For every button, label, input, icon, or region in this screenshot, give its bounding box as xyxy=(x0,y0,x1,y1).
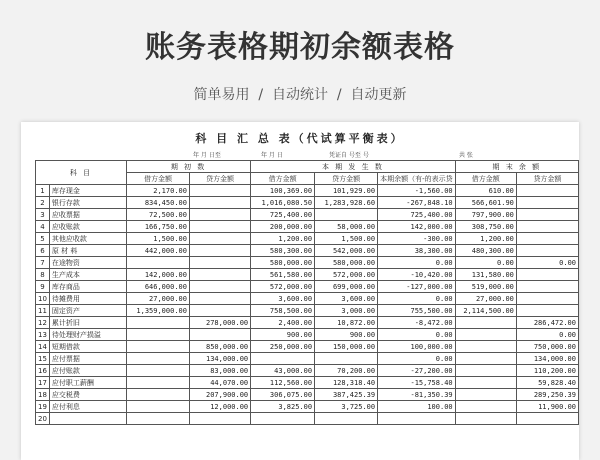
table-row xyxy=(36,389,579,401)
table-row xyxy=(36,413,579,425)
header-current: 本 期 发 生 数 xyxy=(251,161,455,173)
row-number: 18 xyxy=(36,389,50,401)
closing-debit: 480,300.00 xyxy=(455,245,516,257)
current-balance: -10,420.00 xyxy=(378,269,456,281)
opening-debit: 646,000.00 xyxy=(126,281,189,293)
current-debit: 758,500.00 xyxy=(251,305,315,317)
current-balance: 0.00 xyxy=(378,329,456,341)
current-balance: 755,500.00 xyxy=(378,305,456,317)
row-number: 9 xyxy=(36,281,50,293)
subject-name: 固定资产 xyxy=(49,305,126,317)
closing-debit xyxy=(455,353,516,365)
row-number: 2 xyxy=(36,197,50,209)
closing-credit: 0.00 xyxy=(516,257,578,269)
current-credit: 58,000.00 xyxy=(315,221,378,233)
closing-credit xyxy=(516,221,578,233)
current-debit: 580,000.00 xyxy=(251,257,315,269)
current-credit: 542,000.00 xyxy=(315,245,378,257)
closing-debit xyxy=(455,401,516,413)
current-balance xyxy=(378,413,456,425)
opening-credit: 83,000.00 xyxy=(189,365,250,377)
opening-credit: 44,070.00 xyxy=(189,377,250,389)
current-credit: 3,725.00 xyxy=(315,401,378,413)
meta-date-end: 年 月 日 xyxy=(261,152,283,159)
opening-credit xyxy=(189,269,250,281)
table-row xyxy=(36,185,579,197)
opening-credit: 134,000.00 xyxy=(189,353,250,365)
subject-name: 应付票据 xyxy=(49,353,126,365)
opening-credit xyxy=(189,209,250,221)
current-credit xyxy=(315,353,378,365)
current-balance: -1,560.00 xyxy=(378,185,456,197)
table-row xyxy=(36,257,579,269)
closing-credit: 750,000.00 xyxy=(516,341,578,353)
subject-name xyxy=(49,413,126,425)
opening-debit xyxy=(126,413,189,425)
table-row xyxy=(36,377,579,389)
opening-credit xyxy=(189,293,250,305)
current-balance: -8,472.00 xyxy=(378,317,456,329)
closing-credit xyxy=(516,233,578,245)
table-row xyxy=(36,341,579,353)
opening-debit xyxy=(126,257,189,269)
banner-subtitle: 简单易用 / 自动统计 / 自动更新 xyxy=(193,87,407,103)
document-sheet xyxy=(21,122,579,460)
closing-credit xyxy=(516,413,578,425)
header-closing: 期 末 余 额 xyxy=(455,161,578,173)
row-number: 11 xyxy=(36,305,50,317)
header-current-debit: 借方金额 xyxy=(251,173,315,185)
closing-debit: 27,000.00 xyxy=(455,293,516,305)
current-balance: -127,000.00 xyxy=(378,281,456,293)
subject-name: 原 材 料 xyxy=(49,245,126,257)
current-balance: 100,000.00 xyxy=(378,341,456,353)
current-credit: 1,500.00 xyxy=(315,233,378,245)
opening-debit xyxy=(126,401,189,413)
table-row xyxy=(36,269,579,281)
row-number: 4 xyxy=(36,221,50,233)
closing-credit xyxy=(516,185,578,197)
current-debit: 3,825.00 xyxy=(251,401,315,413)
row-number: 10 xyxy=(36,293,50,305)
closing-debit: 519,000.00 xyxy=(455,281,516,293)
closing-debit: 610.00 xyxy=(455,185,516,197)
current-balance: 100.00 xyxy=(378,401,456,413)
subject-name: 生产成本 xyxy=(49,269,126,281)
subject-name: 短期借款 xyxy=(49,341,126,353)
current-balance: 0.00 xyxy=(378,293,456,305)
row-number: 15 xyxy=(36,353,50,365)
opening-debit: 166,750.00 xyxy=(126,221,189,233)
table-row xyxy=(36,221,579,233)
opening-debit xyxy=(126,329,189,341)
opening-credit xyxy=(189,185,250,197)
current-balance: 142,000.00 xyxy=(378,221,456,233)
row-number: 8 xyxy=(36,269,50,281)
banner-title: 账务表格期初余额表格 xyxy=(145,30,455,65)
opening-debit xyxy=(126,317,189,329)
closing-credit: 134,000.00 xyxy=(516,353,578,365)
current-debit: 2,400.00 xyxy=(251,317,315,329)
opening-debit: 72,500.00 xyxy=(126,209,189,221)
row-number: 19 xyxy=(36,401,50,413)
meta-date-start: 年 月 日至 xyxy=(193,152,221,159)
current-debit: 1,016,080.50 xyxy=(251,197,315,209)
opening-debit: 442,000.00 xyxy=(126,245,189,257)
subject-name: 应付职工薪酬 xyxy=(49,377,126,389)
header-current-balance: 本期余额（有-的表示贷 xyxy=(378,173,456,185)
opening-debit: 1,359,000.00 xyxy=(126,305,189,317)
table-row xyxy=(36,305,579,317)
closing-debit: 308,750.00 xyxy=(455,221,516,233)
current-balance: -27,200.00 xyxy=(378,365,456,377)
current-debit: 250,000.00 xyxy=(251,341,315,353)
closing-credit xyxy=(516,269,578,281)
current-debit: 100,369.00 xyxy=(251,185,315,197)
closing-debit: 131,580.00 xyxy=(455,269,516,281)
subject-name: 累计折旧 xyxy=(49,317,126,329)
current-balance: -267,848.10 xyxy=(378,197,456,209)
opening-credit xyxy=(189,197,250,209)
table-row xyxy=(36,245,579,257)
current-credit: 387,425.39 xyxy=(315,389,378,401)
closing-debit xyxy=(455,317,516,329)
current-credit: 3,600.00 xyxy=(315,293,378,305)
opening-credit: 12,000.00 xyxy=(189,401,250,413)
header-closing-credit: 贷方金额 xyxy=(516,173,578,185)
opening-credit: 850,000.00 xyxy=(189,341,250,353)
opening-credit: 207,900.00 xyxy=(189,389,250,401)
current-debit: 1,200.00 xyxy=(251,233,315,245)
opening-debit: 142,000.00 xyxy=(126,269,189,281)
closing-credit xyxy=(516,293,578,305)
ledger-body xyxy=(36,185,579,425)
closing-debit xyxy=(455,329,516,341)
current-debit: 43,000.00 xyxy=(251,365,315,377)
subject-name: 应付账款 xyxy=(49,365,126,377)
row-number: 1 xyxy=(36,185,50,197)
table-row xyxy=(36,293,579,305)
current-credit: 1,283,928.60 xyxy=(315,197,378,209)
header-subject: 科 目 xyxy=(36,161,127,185)
subject-name: 待摊费用 xyxy=(49,293,126,305)
opening-debit xyxy=(126,389,189,401)
current-credit: 699,000.00 xyxy=(315,281,378,293)
closing-debit xyxy=(455,389,516,401)
opening-debit: 2,170.00 xyxy=(126,185,189,197)
closing-credit: 110,200.00 xyxy=(516,365,578,377)
opening-credit: 278,000.00 xyxy=(189,317,250,329)
current-balance: -81,350.39 xyxy=(378,389,456,401)
table-row xyxy=(36,353,579,365)
subject-name: 库存现金 xyxy=(49,185,126,197)
opening-credit xyxy=(189,305,250,317)
closing-credit xyxy=(516,209,578,221)
current-credit: 150,000.00 xyxy=(315,341,378,353)
ledger-table xyxy=(35,160,579,425)
table-row xyxy=(36,197,579,209)
opening-debit xyxy=(126,377,189,389)
opening-debit xyxy=(126,365,189,377)
closing-credit: 289,250.39 xyxy=(516,389,578,401)
closing-debit xyxy=(455,377,516,389)
row-number: 7 xyxy=(36,257,50,269)
table-row xyxy=(36,401,579,413)
opening-debit: 834,450.00 xyxy=(126,197,189,209)
closing-credit xyxy=(516,305,578,317)
opening-debit xyxy=(126,341,189,353)
header-opening: 期 初 数 xyxy=(126,161,250,173)
closing-credit xyxy=(516,245,578,257)
current-debit: 200,000.00 xyxy=(251,221,315,233)
row-number: 14 xyxy=(36,341,50,353)
current-debit: 580,300.00 xyxy=(251,245,315,257)
opening-credit xyxy=(189,281,250,293)
header-current-credit: 贷方金额 xyxy=(315,173,378,185)
table-row xyxy=(36,365,579,377)
closing-debit: 0.00 xyxy=(455,257,516,269)
closing-credit xyxy=(516,197,578,209)
closing-debit: 797,900.00 xyxy=(455,209,516,221)
table-row xyxy=(36,209,579,221)
opening-debit: 1,500.00 xyxy=(126,233,189,245)
header-opening-credit: 贷方金额 xyxy=(189,173,250,185)
current-credit: 3,000.00 xyxy=(315,305,378,317)
subject-name: 应交税费 xyxy=(49,389,126,401)
row-number: 5 xyxy=(36,233,50,245)
subject-name: 银行存款 xyxy=(49,197,126,209)
current-balance: -300.00 xyxy=(378,233,456,245)
subject-name: 应付利息 xyxy=(49,401,126,413)
closing-credit: 0.00 xyxy=(516,329,578,341)
opening-credit xyxy=(189,329,250,341)
closing-debit: 566,601.90 xyxy=(455,197,516,209)
current-balance: 725,400.00 xyxy=(378,209,456,221)
header-closing-debit: 借方金额 xyxy=(455,173,516,185)
table-row xyxy=(36,317,579,329)
current-credit: 101,929.00 xyxy=(315,185,378,197)
closing-credit: 286,472.00 xyxy=(516,317,578,329)
closing-debit: 2,114,500.00 xyxy=(455,305,516,317)
current-credit: 70,200.00 xyxy=(315,365,378,377)
closing-credit: 59,828.40 xyxy=(516,377,578,389)
opening-credit xyxy=(189,257,250,269)
current-credit: 572,000.00 xyxy=(315,269,378,281)
opening-credit xyxy=(189,221,250,233)
row-number: 3 xyxy=(36,209,50,221)
meta-pages: 共 张 xyxy=(459,152,473,159)
current-debit: 112,560.00 xyxy=(251,377,315,389)
current-debit: 561,580.00 xyxy=(251,269,315,281)
current-debit: 725,400.00 xyxy=(251,209,315,221)
row-number: 6 xyxy=(36,245,50,257)
table-row xyxy=(36,233,579,245)
subject-name: 待处理财产损溢 xyxy=(49,329,126,341)
current-credit: 580,000.00 xyxy=(315,257,378,269)
table-row xyxy=(36,281,579,293)
current-debit: 3,600.00 xyxy=(251,293,315,305)
closing-credit xyxy=(516,281,578,293)
closing-debit: 1,200.00 xyxy=(455,233,516,245)
current-credit: 10,872.00 xyxy=(315,317,378,329)
opening-credit xyxy=(189,233,250,245)
current-debit: 572,000.00 xyxy=(251,281,315,293)
closing-debit xyxy=(455,365,516,377)
subject-name: 库存商品 xyxy=(49,281,126,293)
closing-debit xyxy=(455,341,516,353)
subject-name: 应收账款 xyxy=(49,221,126,233)
opening-credit xyxy=(189,245,250,257)
opening-debit: 27,000.00 xyxy=(126,293,189,305)
current-debit: 306,075.00 xyxy=(251,389,315,401)
current-balance: 0.00 xyxy=(378,353,456,365)
row-number: 12 xyxy=(36,317,50,329)
current-credit: 900.00 xyxy=(315,329,378,341)
subject-name: 在途物资 xyxy=(49,257,126,269)
closing-credit: 11,900.00 xyxy=(516,401,578,413)
document-title: 科 目 汇 总 表（代试算平衡表） xyxy=(195,132,405,145)
current-debit xyxy=(251,413,315,425)
current-balance: 38,300.00 xyxy=(378,245,456,257)
current-balance: -15,758.40 xyxy=(378,377,456,389)
opening-credit xyxy=(189,413,250,425)
current-credit xyxy=(315,209,378,221)
meta-voucher: 凭证自 号至 号 xyxy=(329,152,369,159)
opening-debit xyxy=(126,353,189,365)
row-number: 16 xyxy=(36,365,50,377)
subject-name: 应收票据 xyxy=(49,209,126,221)
current-debit: 900.00 xyxy=(251,329,315,341)
row-number: 20 xyxy=(36,413,50,425)
row-number: 13 xyxy=(36,329,50,341)
current-balance: 0.00 xyxy=(378,257,456,269)
current-credit xyxy=(315,413,378,425)
row-number: 17 xyxy=(36,377,50,389)
subject-name: 其他应收款 xyxy=(49,233,126,245)
header-opening-debit: 借方金额 xyxy=(126,173,189,185)
table-row xyxy=(36,329,579,341)
current-credit: 128,318.40 xyxy=(315,377,378,389)
closing-debit xyxy=(455,413,516,425)
current-debit xyxy=(251,353,315,365)
